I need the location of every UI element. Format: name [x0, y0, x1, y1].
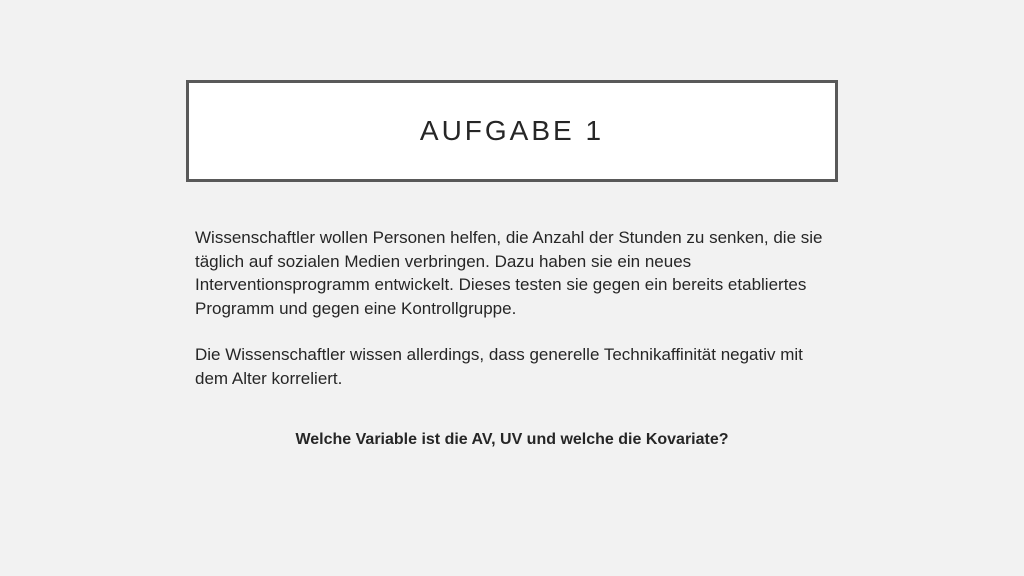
body-text [195, 226, 835, 390]
slide-title: AUFGABE 1 [419, 115, 605, 146]
paragraph-1: Wissenschaftler wollen Personen helfen, die Anzahl der Stunden zu senken, die sie täglich auf sozialen Medien verbringen. Dazu haben sie ein neues Interventionsprogramm entwickelt. Dieses testen sie gegen ein bereits etabliertes Programm und gegen eine Kontrollgruppe. [195, 228, 823, 318]
question-text: Welche Variable ist die AV, UV und welche die Kovariate? [295, 431, 729, 448]
title-box [186, 80, 838, 182]
paragraph-2: Die Wissenschaftler wissen allerdings, dass generelle Technikaffinität negativ mit dem Alter korreliert. [195, 345, 803, 388]
